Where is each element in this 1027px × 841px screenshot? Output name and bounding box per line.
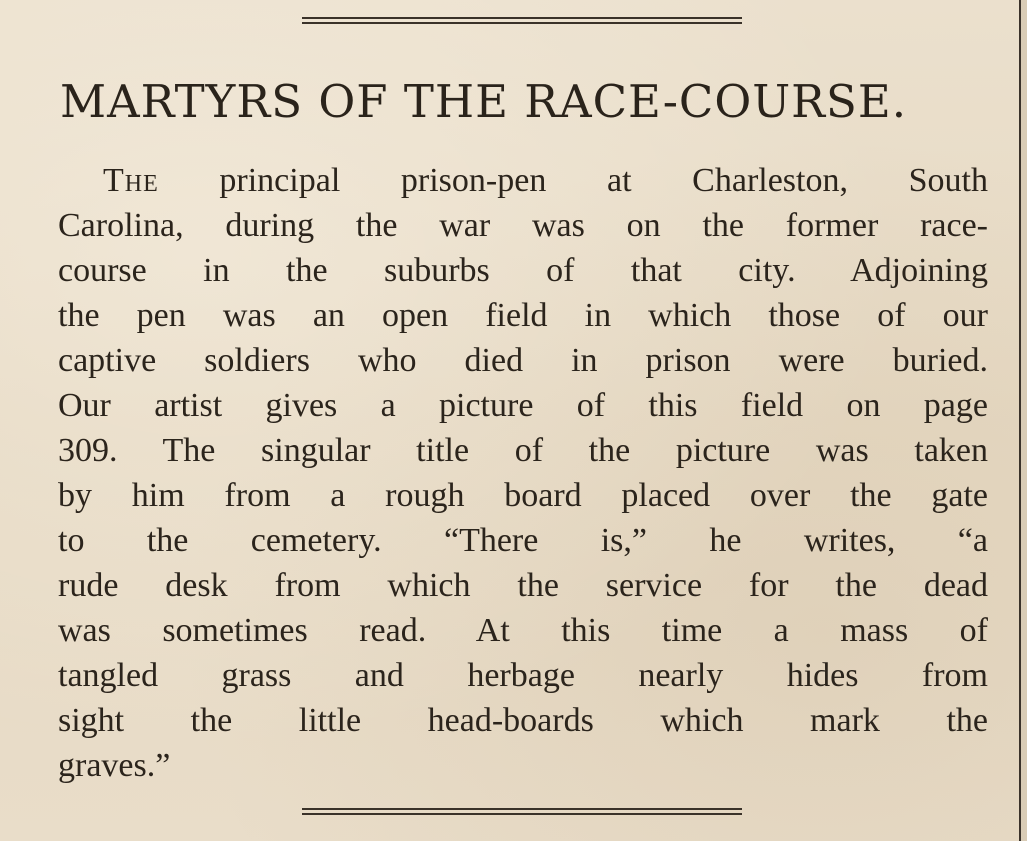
body-line: 309. The singular title of the picture was taken xyxy=(58,432,988,469)
body-line: was sometimes read. At this time a mass of xyxy=(58,612,988,649)
body-line: tangled grass and herbage nearly hides from xyxy=(58,657,988,694)
lead-word: The xyxy=(103,162,159,199)
body-line: captive soldiers who died in prison were buried. xyxy=(58,342,988,379)
article-headline: MARTYRS OF THE RACE-COURSE. xyxy=(60,75,908,128)
body-line xyxy=(58,158,988,203)
page-edge xyxy=(1021,0,1027,841)
body-line: sight the little head-boards which mark the xyxy=(58,702,988,739)
body-line-text: principal prison-pen at Charleston, South xyxy=(158,162,988,199)
body-line: graves.” xyxy=(58,747,171,784)
body-line: course in the suburbs of that city. Adjoining xyxy=(58,252,988,289)
body-line: by him from a rough board placed over the gate xyxy=(58,477,988,514)
body-line: to the cemetery. “There is,” he writes, “a xyxy=(58,522,988,559)
body-line: the pen was an open field in which those of our xyxy=(58,297,988,334)
top-double-rule xyxy=(302,17,742,24)
body-line: Our artist gives a picture of this field on page xyxy=(58,387,988,424)
bottom-double-rule xyxy=(302,808,742,815)
body-line: Carolina, during the war was on the former race- xyxy=(58,207,988,244)
article-body xyxy=(58,158,988,788)
body-line: rude desk from which the service for the dead xyxy=(58,567,988,604)
